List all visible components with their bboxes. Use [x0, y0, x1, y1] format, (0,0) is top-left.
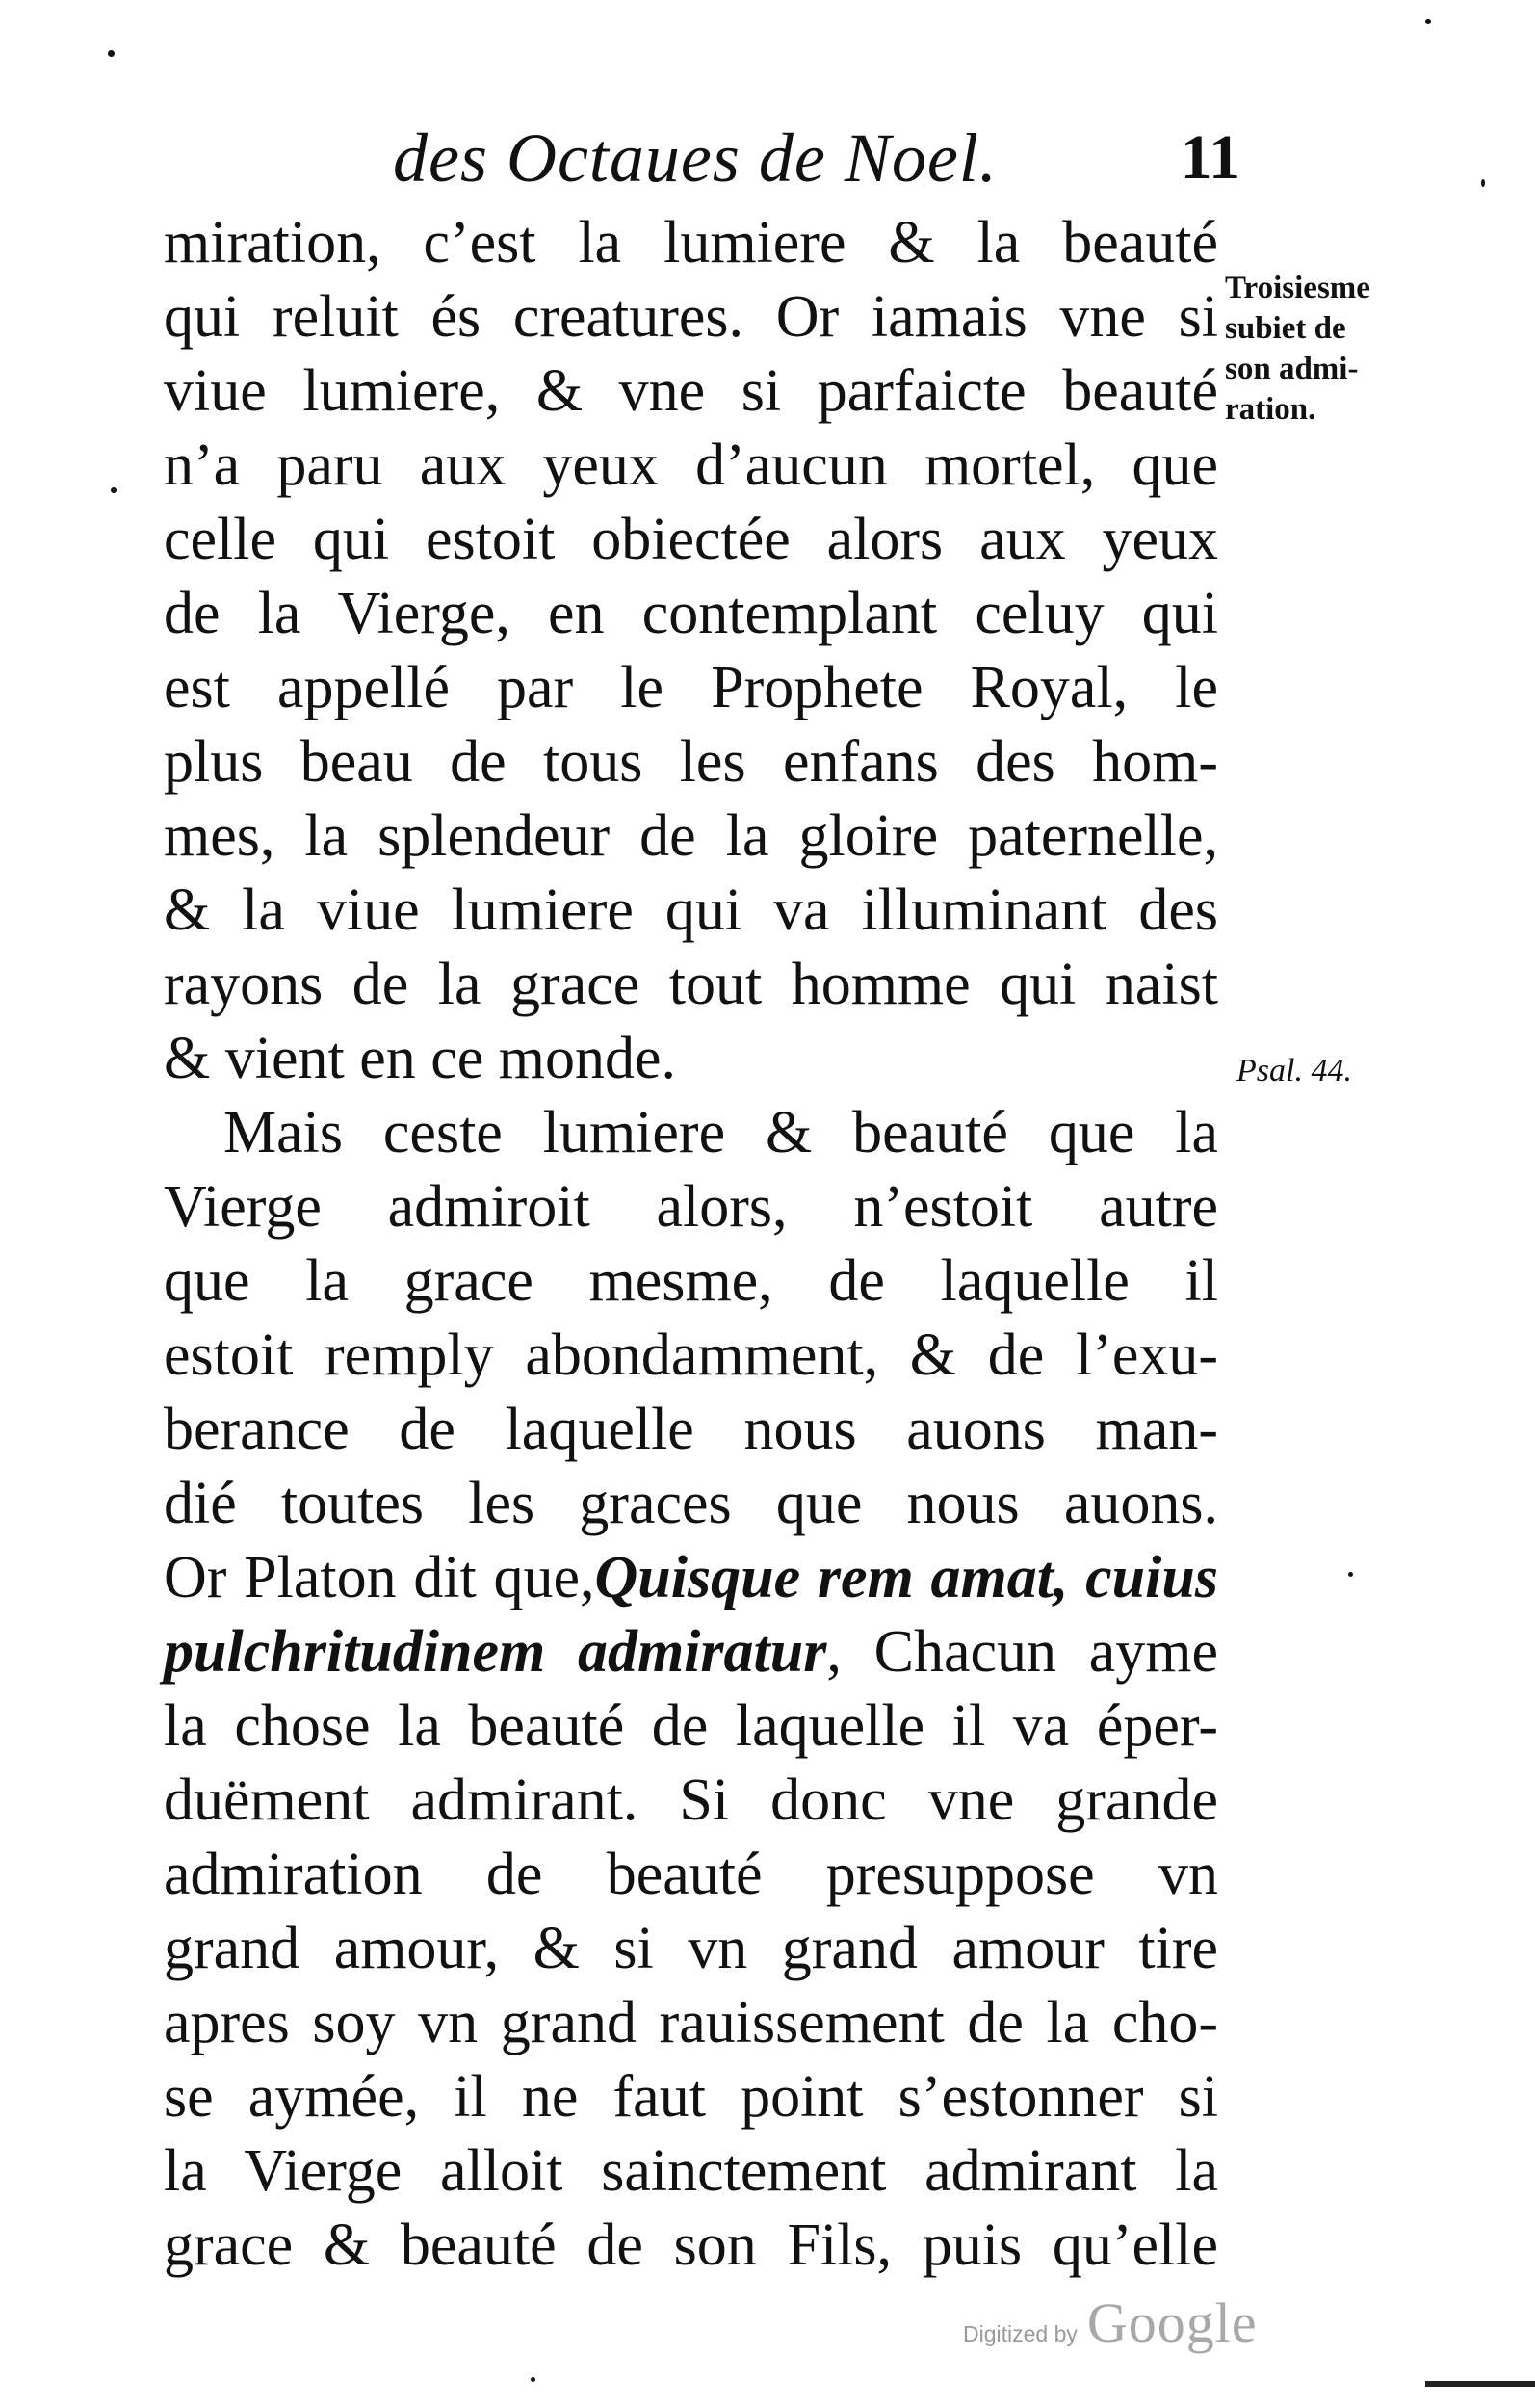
margin-note-line: ration.: [1225, 392, 1316, 427]
body-text: [164, 206, 1218, 2283]
digitization-watermark: [963, 2290, 1258, 2354]
page-edge-mark: [1425, 2381, 1535, 2387]
text-line: duëment admirant. Si donc vne grande: [164, 1767, 1218, 1833]
ink-speck: [108, 50, 115, 57]
watermark-text: Digitized by: [963, 2321, 1078, 2346]
text-line: admiration de beauté presuppose vn: [164, 1842, 1218, 1907]
ink-speck: [1348, 1572, 1353, 1577]
text-line: dié toutes les graces que nous auons.: [164, 1471, 1218, 1536]
running-title: des Octaues de Noel.: [393, 119, 998, 196]
text-line: est appellé par le Prophete Royal, le: [164, 655, 1218, 720]
text-line: Mais ceste lumiere & beauté que la: [223, 1100, 1218, 1165]
latin-quotation: Quisque rem amat, cuius: [594, 1545, 1218, 1610]
text-line: estoit remply abondamment, & de l’exu-: [164, 1322, 1218, 1388]
text-segment: , Chacun ayme: [826, 1619, 1218, 1685]
text-line: plus beau de tous les enfans des hom-: [164, 729, 1218, 795]
margin-note: [1225, 268, 1427, 430]
running-head: [393, 118, 1240, 214]
text-segment: Or Platon dit que,: [164, 1545, 595, 1610]
text-line: apres soy vn grand rauissement de la cho-: [164, 1990, 1218, 2055]
text-line: & vient en ce monde.: [164, 1026, 676, 1091]
margin-note-line: Troisiesme: [1225, 271, 1370, 305]
page-number: 11: [1180, 122, 1240, 193]
text-line: celle qui estoit obiectée alors aux yeux: [164, 507, 1218, 572]
ink-speck: [1425, 19, 1431, 24]
text-line: qui reluit és creatures. Or iamais vne si: [164, 284, 1218, 350]
margin-note-line: son admi-: [1225, 352, 1359, 386]
text-line: viue lumiere, & vne si parfaicte beauté: [164, 358, 1218, 424]
text-line: Vierge admiroit alors, n’estoit autre: [164, 1174, 1218, 1240]
ink-speck: [531, 2377, 535, 2382]
text-line: grace & beauté de son Fils, puis qu’elle: [164, 2212, 1218, 2278]
ink-speck: [111, 487, 117, 493]
margin-note-line: subiet de: [1225, 311, 1346, 346]
text-line: berance de laquelle nous auons man-: [164, 1397, 1218, 1462]
text-line: n’a paru aux yeux d’aucun mortel, que: [164, 432, 1218, 498]
text-line: [164, 1615, 1218, 1689]
ink-speck: [1481, 179, 1485, 187]
text-line: miration, c’est la lumiere & la beauté: [164, 210, 1218, 275]
text-line: la chose la beauté de laquelle il va éper-: [164, 1693, 1218, 1759]
text-line: [164, 1541, 1218, 1615]
text-line: de la Vierge, en contemplant celuy qui: [164, 581, 1218, 646]
text-line: & la viue lumiere qui va illuminant des: [164, 877, 1218, 943]
text-line: se aymée, il ne faut point s’estonner si: [164, 2064, 1218, 2130]
text-line: rayons de la grace tout homme qui naist: [164, 952, 1218, 1017]
google-logo: Google: [1086, 2291, 1258, 2354]
latin-quotation: pulchritudinem admiratur: [164, 1619, 827, 1685]
scripture-reference: Psal. 44.: [1236, 1053, 1352, 1088]
text-line: la Vierge alloit sainctement admirant la: [164, 2138, 1218, 2204]
text-line: que la grace mesme, de laquelle il: [164, 1248, 1218, 1314]
text-line: grand amour, & si vn grand amour tire: [164, 1916, 1218, 1981]
text-line: mes, la splendeur de la gloire paternelle,: [164, 803, 1218, 869]
